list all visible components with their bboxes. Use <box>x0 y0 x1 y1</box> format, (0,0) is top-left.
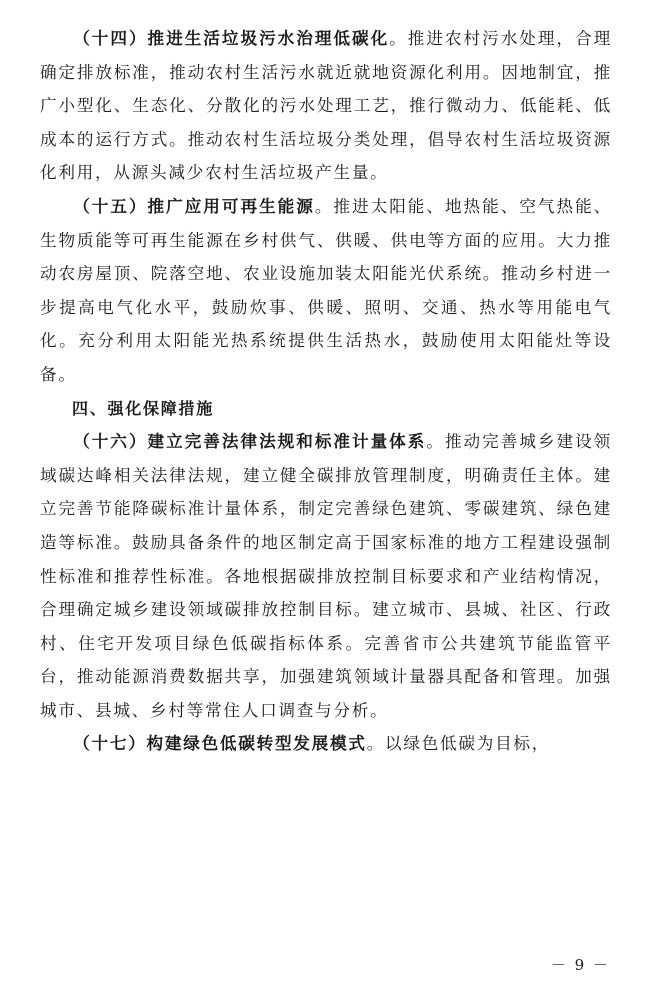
paragraph-14 <box>40 22 612 190</box>
paragraph-17-lead: （十七）构建绿色低碳转型发展模式 <box>73 733 367 754</box>
paragraph-15-text: 。推进太阳能、地热能、空气热能、生物质能等可再生能源在乡村供气、供暖、供电等方面的应用。大力推动农房屋顶、院落空地、农业设施加装太阳能光伏系统。推动乡村进一步提高电气化水平，鼓励炊事、供暖、照明、交通、热水等用能电气化。充分利用太阳能光热系统提供生活热水，鼓励使用太阳能灶等设备。 <box>40 196 613 384</box>
paragraph-17 <box>40 727 612 761</box>
page-number: － 9 － <box>550 956 610 974</box>
paragraph-14-lead: （十四）推进生活垃圾污水治理低碳化 <box>73 28 390 48</box>
paragraph-14-text: 。推进农村污水处理，合理确定排放标准，推动农村生活污水就近就地资源化利用。因地制宜，推广小型化、生态化、分散化的污水处理工艺，推行微动力、低能耗、低成本的运行方式。推动农村生活垃圾分类处理，倡导农村生活垃圾资源化利用，从源头减少农村生活垃圾产生量。 <box>40 29 613 183</box>
paragraph-16-text: 。推动完善城乡建设领域碳达峰相关法律法规，建立健全碳排放管理制度，明确责任主体。建立完善节能降碳标准计量体系，制定完善绿色建筑、零碳建筑、绿色建造等标准。鼓励具备条件的地区制定高于国家标准的地方工程建设强制性标准和推荐性标准。各地根据碳排放控制目标要求和产业结构情况，合理确定城乡建设领域碳排放控制目标。建立城市、县城、社区、行政村、住宅开发项目绿色低碳指标体系。完善省市公共建筑节能监管平台，推动能源消费数据共享，加强建筑领域计量器具配备和管理。加强城市、县城、乡村等常住人口调查与分析。 <box>40 432 613 720</box>
paragraph-15-lead: （十五）推广应用可再生能源 <box>73 195 315 216</box>
paragraph-17-text: 。以绿色低碳为目标， <box>366 734 551 754</box>
section-heading: 四、强化保障措施 <box>72 398 215 418</box>
document-page <box>40 22 612 761</box>
paragraph-16 <box>40 425 612 727</box>
paragraph-15 <box>40 190 612 392</box>
paragraph-16-lead: （十六）建立完善法律法规和标准计量体系 <box>73 431 427 452</box>
